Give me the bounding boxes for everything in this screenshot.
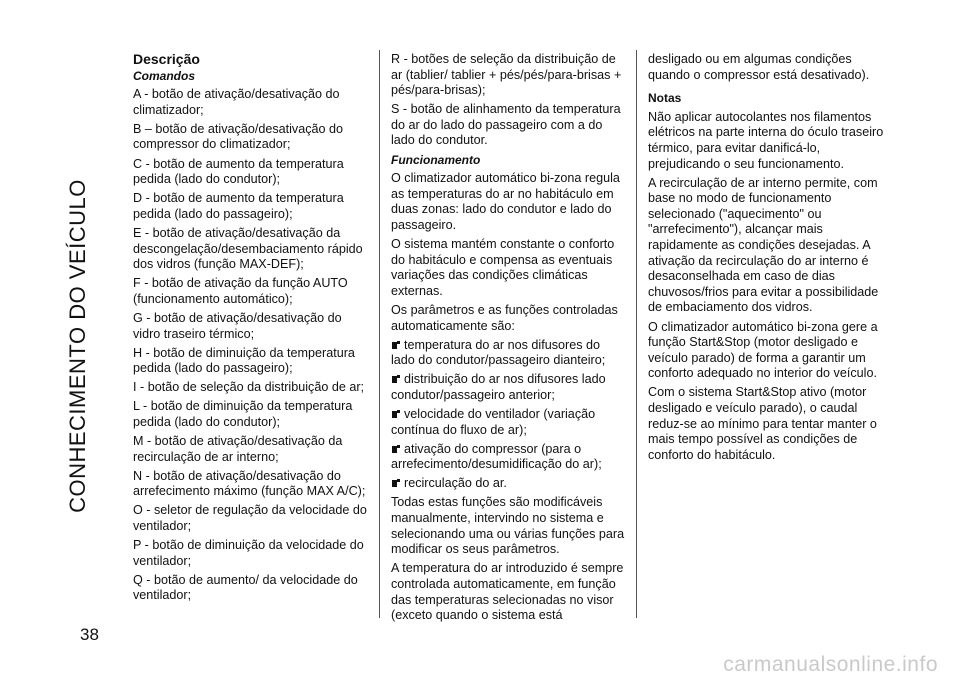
list-item: M - botão de ativação/desativação da recirculação de ar interno; bbox=[133, 434, 343, 464]
list-item: B – botão de ativação/desativação do compressor do climatizador; bbox=[133, 121, 344, 152]
bullet-icon bbox=[391, 341, 401, 349]
paragraph: Os parâmetros e as funções controladas automaticamente são: bbox=[391, 302, 618, 333]
bullet-item bbox=[391, 476, 626, 492]
paragraph: O climatizador automático bi-zona gere a função Start&Stop (motor desligado e veículo parado) de forma a garantir um conforto adequado no interior do veículo. bbox=[648, 319, 878, 381]
paragraph: A recirculação de ar interno permite, com base no modo de funcionamento selecionado ("aquecimento" ou "arrefecimento"), alcançar mais rapidamente as condições desejadas. A ativação da recirculação do ar interno é desaconselhada em caso de dias chuvosos/frios para evitar a possibilidade de embaciamento dos vidros. bbox=[648, 175, 879, 315]
bullet-text: ativação do compressor (para o arrefecimento/desumidificação do ar); bbox=[391, 441, 602, 472]
bullet-text: velocidade do ventilador (variação contínua do fluxo de ar); bbox=[391, 406, 596, 437]
list-item: S - botão de alinhamento da temperatura do ar do lado do passageiro com a do lado do condutor. bbox=[391, 102, 621, 148]
list-item: A - botão de ativação/desativação do climatizador; bbox=[133, 87, 340, 117]
paragraph: A temperatura do ar introduzido é sempre controlada automaticamente, em função das temperaturas selecionadas no visor (exceto quando o sistema está bbox=[391, 561, 624, 623]
column-1 bbox=[133, 52, 368, 608]
list-item: E - botão de ativação/desativação da descongelação/desembaciamento rápido dos vidros (função MAX-DEF); bbox=[133, 225, 363, 272]
list-item: H - botão de diminuição da temperatura pedida (lado do passageiro); bbox=[133, 345, 355, 376]
list-item: Q - botão de aumento/ da velocidade do ventilador; bbox=[133, 572, 358, 603]
subsection-heading: Comandos bbox=[133, 68, 196, 83]
watermark: carmanualsonline.info bbox=[723, 653, 938, 676]
section-title: CONHECIMENTO DO VEÍCULO bbox=[65, 179, 90, 513]
paragraph: Não aplicar autocolantes nos filamentos elétricos na parte interna do óculo traseiro térmico, para evitar danificá-lo, prejudicando o seu funcionamento. bbox=[648, 109, 884, 171]
list-item: I - botão de seleção da distribuição de ar; bbox=[133, 380, 365, 395]
bullet-icon bbox=[391, 479, 401, 487]
bullet-item bbox=[391, 442, 626, 473]
column-divider bbox=[379, 50, 380, 618]
bullet-item bbox=[391, 338, 626, 369]
list-item: P - botão de diminuição da velocidade do ventilador; bbox=[133, 538, 364, 568]
section-heading: Descrição bbox=[133, 51, 200, 67]
subsection-heading: Notas bbox=[648, 91, 682, 106]
page-number: 38 bbox=[80, 625, 99, 644]
column-3 bbox=[648, 52, 888, 467]
subsection-heading: Funcionamento bbox=[391, 152, 481, 167]
list-item: G - botão de ativação/desativação do vidro traseiro térmico; bbox=[133, 310, 342, 341]
list-item: R - botões de seleção da distribuição de ar (tablier/ tablier + pés/pés/para-brisas + pés/para-brisas); bbox=[391, 52, 622, 98]
bullet-icon bbox=[391, 445, 401, 453]
list-item: O - seletor de regulação da velocidade do ventilador; bbox=[133, 503, 367, 534]
bullet-text: distribuição do ar nos difusores lado condutor/passageiro anterior; bbox=[391, 372, 606, 402]
paragraph: O climatizador automático bi-zona regula as temperaturas do ar no habitáculo em duas zonas: lado do condutor e lado do passageiro. bbox=[391, 171, 620, 232]
column-2 bbox=[391, 52, 626, 627]
paragraph: Todas estas funções são modificáveis manualmente, intervindo no sistema e selecionando uma ou várias funções para modificar os seus parâmetros. bbox=[391, 495, 625, 557]
bullet-text: recirculação do ar. bbox=[404, 476, 507, 491]
list-item: L - botão de diminuição da temperatura pedida (lado do condutor); bbox=[133, 399, 353, 429]
bullet-item bbox=[391, 372, 626, 403]
list-item: C - botão de aumento da temperatura pedida (lado do condutor); bbox=[133, 156, 344, 187]
list-item: F - botão de ativação da função AUTO (funcionamento automático); bbox=[133, 276, 348, 306]
paragraph: O sistema mantém constante o conforto do habitáculo e compensa as eventuais variações das condições climáticas externas. bbox=[391, 237, 615, 298]
paragraph: desligado ou em algumas condições quando o compressor está desativado). bbox=[648, 52, 870, 82]
bullet-icon bbox=[391, 410, 401, 418]
bullet-icon bbox=[391, 375, 401, 383]
paragraph: Com o sistema Start&Stop ativo (motor desligado e veículo parado), o caudal reduz-se ao mínimo para tentar manter o mais tempo possível as condições de conforto do habitáculo. bbox=[648, 385, 877, 462]
bullet-text: temperatura do ar nos difusores do lado do condutor/passageiro dianteiro; bbox=[391, 337, 606, 368]
list-item: D - botão de aumento da temperatura pedida (lado do passageiro); bbox=[133, 191, 344, 221]
list-item: N - botão de ativação/desativação do arrefecimento máximo (função MAX A/C); bbox=[133, 468, 366, 499]
bullet-item bbox=[391, 407, 626, 438]
column-divider bbox=[636, 50, 637, 618]
